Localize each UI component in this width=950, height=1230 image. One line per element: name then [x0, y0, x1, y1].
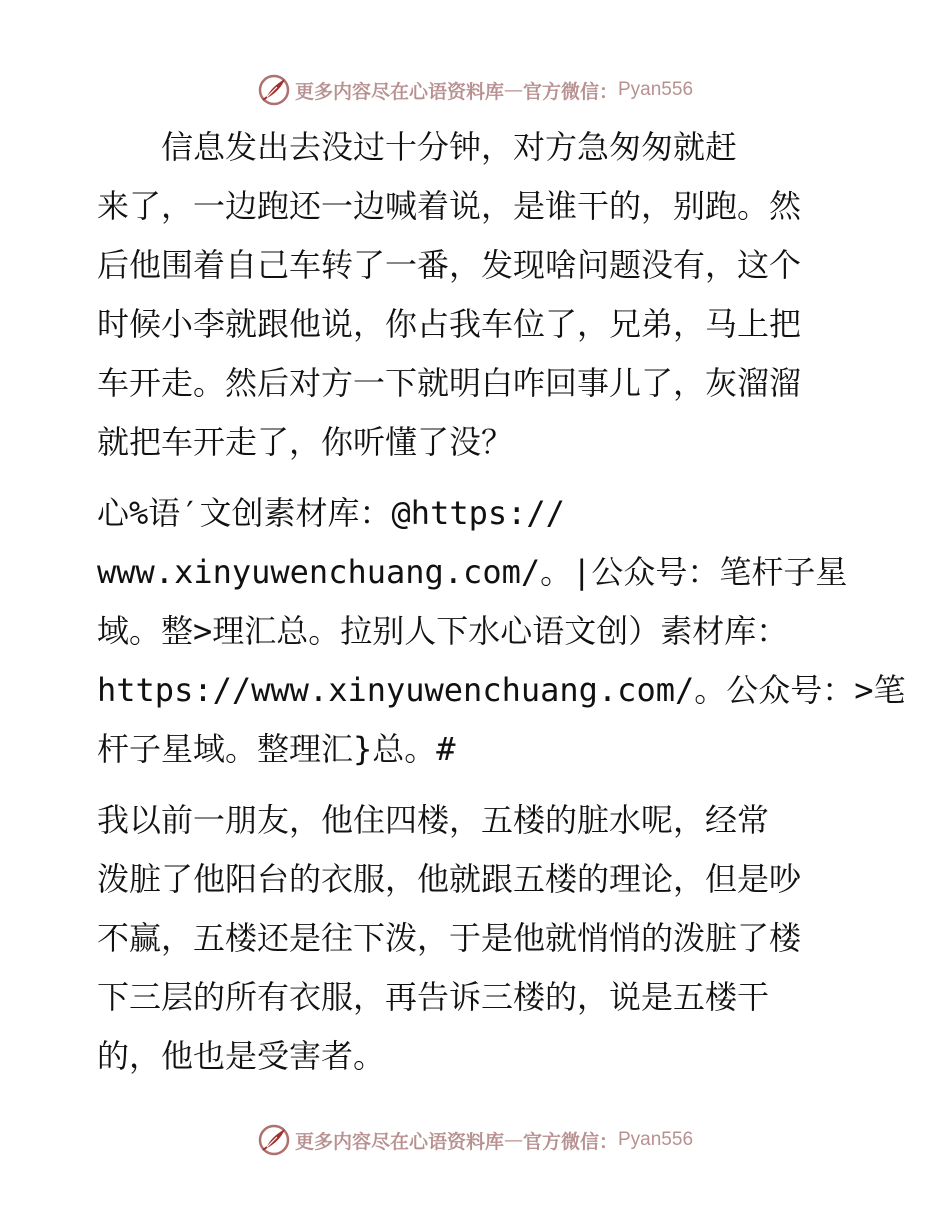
watermark-content	[257, 1123, 693, 1157]
watermark-id: Pyan556	[618, 1129, 694, 1150]
watermark-brand: 更多内容尽在心语资料库	[294, 1130, 504, 1153]
watermark-brand: 更多内容尽在心语资料库	[294, 80, 504, 103]
feather-pen-logo-icon	[257, 1123, 291, 1157]
text-line: 的，他也是受害者。	[97, 1037, 386, 1075]
story-paragraph	[97, 118, 857, 472]
text-line: 不赢，五楼还是往下泼，于是他就悄悄的泼脏了楼	[97, 919, 802, 957]
watermark-separator: —	[503, 1129, 523, 1151]
text-line: 泼脏了他阳台的衣服，他就跟五楼的理论，但是吵	[97, 860, 802, 898]
header-watermark	[0, 70, 950, 110]
text-line: 域。整>理汇总。拉别人下水心语文创）素材库：	[97, 612, 789, 650]
feather-pen-logo-icon	[257, 73, 291, 107]
watermark-label: 官方微信：	[522, 1130, 618, 1153]
text-line: 下三层的所有衣服，再告诉三楼的，说是五楼干	[97, 978, 770, 1016]
text-line: 来了，一边跑还一边喊着说，是谁干的，别跑。然	[97, 187, 802, 225]
text-line: 后他围着自己车转了一番，发现啥问题没有，这个	[97, 246, 802, 284]
text-line: 心%语′文创素材库：@https://	[97, 494, 565, 532]
watermark-content	[257, 73, 693, 107]
text-line: 信息发出去没过十分钟，对方急匆匆就赶	[97, 128, 738, 166]
text-line: 时候小李就跟他说，你占我车位了，兄弟，马上把	[97, 305, 802, 343]
watermark-separator: —	[503, 79, 523, 101]
watermark-id: Pyan556	[618, 79, 694, 100]
watermark-label: 官方微信：	[522, 80, 618, 103]
text-line: https://www.xinyuwenchuang.com/。公众号：>笔	[97, 671, 906, 709]
text-line: 杆子星域。整理汇}总。#	[97, 730, 456, 768]
source-note-paragraph	[97, 484, 906, 779]
footer-watermark	[0, 1120, 950, 1160]
story-paragraph	[97, 791, 857, 1086]
text-line: 我以前一朋友，他住四楼，五楼的脏水呢，经常	[97, 801, 770, 839]
text-line: 车开走。然后对方一下就明白咋回事儿了，灰溜溜	[97, 364, 802, 402]
text-line: 就把车开走了，你听懂了没？	[97, 423, 514, 461]
text-line: www.xinyuwenchuang.com/。|公众号：笔杆子星	[97, 553, 848, 591]
